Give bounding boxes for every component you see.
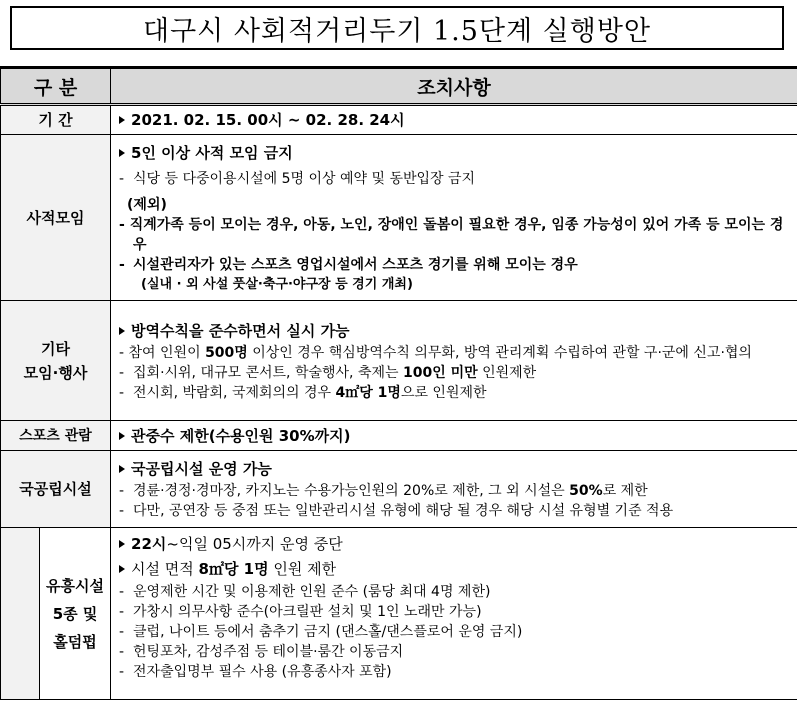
national-heading-line [119,457,791,481]
national-item2-text: 다만, 공연장 등 중점 또는 일반관리시설 유형에 해당 될 경우 해당 시설 유형별 기준 적용 [133,503,674,519]
national-facilities-label: 국공립시설 [1,451,111,528]
table-row-entertainment [1,528,797,700]
entertainment-item2-text: 가창시 의무사항 준수(아크릴판 설치 및 1인 노래만 가능) [133,604,482,620]
other-item3-text-b: 4㎡당 1명 [335,384,401,401]
table-header-row [1,68,797,105]
other-events-label-line1: 기타 [41,339,70,358]
triangle-bullet-icon [119,149,125,157]
national-item1: - 경륜·경정·경마장, 카지노는 수용가능인원의 20%로 제한, 그 외 시설은 50%로 제한 [119,483,648,499]
table-row-period [1,105,797,135]
sports-label: 스포츠 관람 [1,421,111,451]
triangle-bullet-icon [119,432,125,440]
national-item1-text-b: 50% [569,483,603,499]
entertainment-heading1 [119,532,791,556]
table-row-other-events [1,301,797,421]
triangle-bullet-icon [119,465,125,473]
national-item2: - 다만, 공연장 등 중점 또는 일반관리시설 유형에 해당 될 경우 해당 시설 유형별 기준 적용 [119,503,674,519]
measures-table [0,66,797,700]
entertainment-item4: - 헌팅포차, 감성주점 등 테이블·룸간 이동금지 [119,644,404,660]
entertainment-item3-text: 클럽, 나이트 등에서 춤추기 금지 (댄스홀/댄스플로어 운영 금지) [133,624,523,640]
entertainment-label-line1: 유흥시설 [46,576,104,595]
private-item1: 식당 등 다중이용시설에 5명 이상 예약 및 동반입장 금지 [133,170,476,187]
entertainment-label [40,528,111,700]
other-events-label-line2: 모임·행사 [23,363,88,382]
other-events-label [1,301,111,421]
private-heading-line [119,141,791,165]
national-heading: 국공립시설 운영 가능 [131,460,272,478]
other-item2-text-c: 인원제한 [477,364,537,381]
sports-heading-line [119,424,791,448]
table-row-national-facilities [1,451,797,528]
private-exception-label: (제외) [127,196,167,213]
other-item1-text-a: 참여 인원이 [128,344,206,361]
other-item3-text-a: 전시회, 박람회, 국제회의의 경우 [133,384,336,401]
entertainment-item2: - 가창시 의무사항 준수(아크릴판 설치 및 1인 노래만 가능) [119,604,482,620]
entertainment-heading2-text-a: 시설 면적 [131,560,199,578]
entertainment-item4-text: 헌팅포차, 감성주점 등 테이블·룸간 이동금지 [133,644,404,660]
table-row-private-gathering [1,135,797,301]
entertainment-label-line3: 홀덤펍 [53,632,97,651]
other-item2: - 집회·시위, 대규모 콘서트, 학술행사, 축제는 100인 미만 인원제한 [119,364,537,381]
entertainment-heading1-text-a: 22시 [131,535,167,553]
other-item1: - 참여 인원이 500명 이상인 경우 핵심방역수칙 의무화, 방역 관리계획 수립하여 관할 구·군에 신고·협의 [119,344,752,361]
national-item1-text-a: 경륜·경정·경마장, 카지노는 수용가능인원의 20%로 제한, 그 외 시설은 [133,483,570,499]
private-exception1-text: 직계가족 등이 모이는 경우, 아동, 노인, 장애인 돌봄이 필요한 경우, 임종 가능성이 있어 가족 등 모이는 경우 [129,216,784,253]
page-title-box [10,6,784,50]
triangle-bullet-icon [119,116,125,124]
entertainment-group-cell [1,528,40,700]
other-item3: - 전시회, 박람회, 국제회의의 경우 4㎡당 1명으로 인원제한 [119,384,487,401]
triangle-bullet-icon [119,565,125,573]
other-item2-text-a: 집회·시위, 대규모 콘서트, 학술행사, 축제는 [133,364,403,381]
private-exception2-line: - 시설관리자가 있는 스포츠 영업시설에서 스포츠 경기를 위해 모이는 경우 [119,256,578,273]
entertainment-item1: - 운영제한 시간 및 이용제한 인원 준수 (룸당 최대 4명 제한) [119,584,491,600]
entertainment-item5-text: 전자출입명부 필수 사용 (유흥종사자 포함) [133,664,392,680]
national-item1-text-c: 로 제한 [602,483,648,499]
page-title: 대구시 사회적거리두기 1.5단계 실행방안 [143,15,651,47]
sports-heading: 관중수 제한(수용인원 30%까지) [131,426,351,445]
private-exception2-note: (실내 · 외 사설 풋살·축구·야구장 등 경기 개최) [141,276,413,292]
other-item1-text-b: 500명 [205,344,248,361]
private-exception2: 시설관리자가 있는 스포츠 영업시설에서 스포츠 경기를 위해 모이는 경우 [133,256,578,273]
private-exception1: - 직계가족 등이 모이는 경우, 아동, 노인, 장애인 돌봄이 필요한 경우, 임종 가능성이 있어 가족 등 모이는 경우 [119,216,784,253]
other-heading: 방역수칙을 준수하면서 실시 가능 [131,321,350,340]
other-item2-text-b: 100인 미만 [402,364,478,381]
other-item3-text-c: 으로 인원제한 [400,384,487,401]
private-item1-line: - 식당 등 다중이용시설에 5명 이상 예약 및 동반입장 금지 [119,170,476,187]
entertainment-heading1-text-b: ~익일 05시까지 운영 중단 [166,535,343,553]
triangle-bullet-icon [119,327,125,335]
table-row-sports [1,421,797,451]
private-gathering-label: 사적모임 [1,135,111,301]
entertainment-heading2 [119,556,791,582]
entertainment-item5: - 전자출입명부 필수 사용 (유흥종사자 포함) [119,664,392,680]
entertainment-item1-text: 운영제한 시간 및 이용제한 인원 준수 (룸당 최대 4명 제한) [133,584,491,600]
private-heading: 5인 이상 사적 모임 금지 [131,143,293,162]
period-value-line [119,108,791,132]
entertainment-item3: - 클럽, 나이트 등에서 춤추기 금지 (댄스홀/댄스플로어 운영 금지) [119,624,523,640]
entertainment-label-line2: 5종 및 [52,604,98,623]
triangle-bullet-icon [119,540,125,548]
other-heading-line [119,319,791,343]
header-measures: 조치사항 [111,68,797,105]
entertainment-heading2-text-c: 인원 제한 [268,560,337,578]
entertainment-heading2-text-b: 8㎡당 1명 [198,560,269,578]
other-item1-text-c: 이상인 경우 핵심방역수칙 의무화, 방역 관리계획 수립하여 관할 구·군에 신고·협의 [247,344,752,361]
period-label: 기 간 [1,105,111,135]
period-value: 2021. 02. 15. 00시 ~ 02. 28. 24시 [131,111,405,129]
header-category: 구 분 [1,68,111,105]
